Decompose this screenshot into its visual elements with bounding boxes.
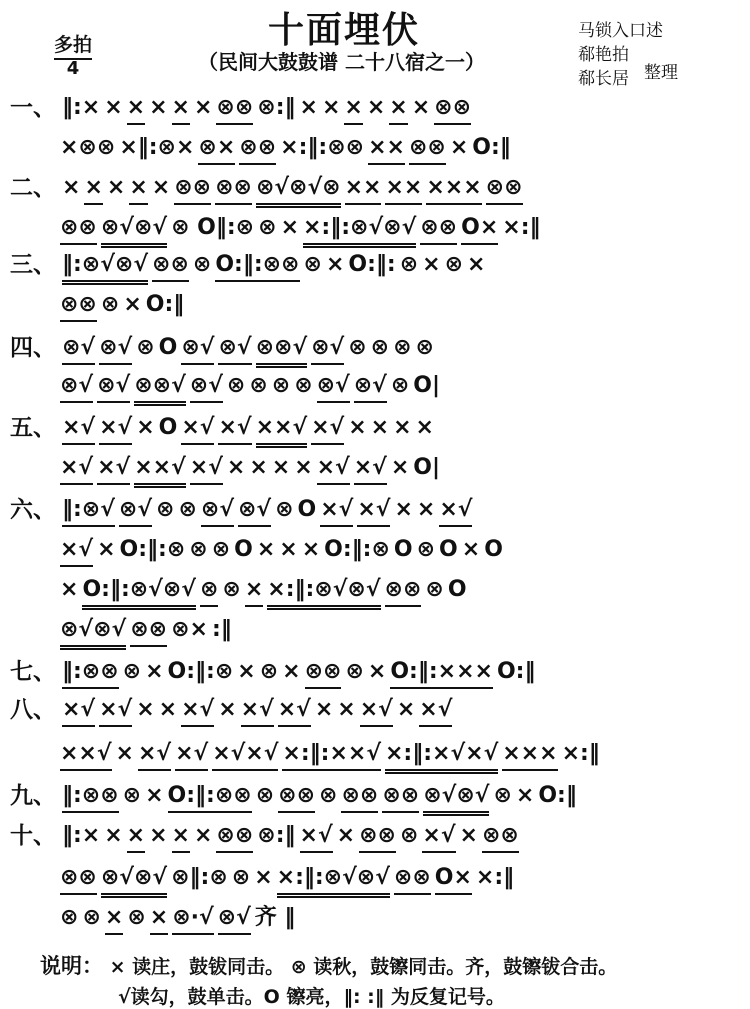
beat-group: ×	[299, 95, 318, 120]
meter-bottom: 4	[66, 58, 80, 79]
section-label-3: 三、	[10, 252, 56, 278]
beat-group: ⊗	[189, 537, 208, 562]
beat-group: ⊗	[249, 373, 268, 398]
section-label-2: 二、	[10, 175, 56, 201]
beat-group: ×	[411, 95, 431, 120]
beat-group: ⊗⊗	[174, 173, 211, 205]
beat-group: ⊗⊗	[482, 821, 519, 853]
score-line	[60, 610, 236, 650]
beat-group: ×	[249, 455, 268, 480]
beat-group: ⊗	[255, 783, 275, 808]
beat-group: ⊗√	[60, 371, 93, 403]
beat-group: O:‖:⊗⊗	[168, 781, 252, 813]
beat-group: O:‖:⊗	[167, 659, 234, 684]
section-label-10: 十、	[10, 823, 56, 849]
beat-group: ×	[105, 903, 123, 935]
beat-group: O	[297, 497, 317, 522]
score-line	[60, 128, 515, 168]
beat-group: ×⊗⊗	[60, 135, 116, 160]
beat-group: ×	[515, 783, 535, 808]
beat-group: ×	[84, 173, 102, 205]
score-line	[62, 776, 581, 816]
beat-group: ⊗×	[198, 133, 235, 165]
beat-group: ×:‖:××√	[282, 739, 381, 771]
beat-group: O:‖	[496, 659, 536, 684]
legend-text-2: √读勾，鼓单击。O 镲亮，‖: :‖ 为反复记号。	[118, 986, 505, 1008]
beat-group: ×	[127, 93, 145, 125]
score-line	[62, 408, 438, 448]
beat-group: ×	[301, 537, 321, 562]
beat-group: ⊗	[390, 373, 410, 398]
beat-group: ⊗	[399, 823, 419, 848]
beat-group: ⊗	[399, 252, 419, 277]
beat-group: ×√	[97, 453, 130, 485]
beat-group: ×√	[422, 821, 455, 853]
beat-group: ×√	[218, 413, 251, 445]
beat-group: ⊗	[122, 659, 142, 684]
beat-group: ⊗	[156, 497, 175, 522]
beat-group: ×	[280, 215, 299, 240]
beat-group: ×√	[278, 695, 311, 727]
beat-group: ×	[62, 175, 81, 200]
beat-group: ⊗⊗	[60, 863, 97, 895]
beat-group: ⊗	[259, 659, 279, 684]
beat-group: ⊗	[294, 373, 313, 398]
beat-group: ×	[321, 95, 341, 120]
beat-group: ⊗√	[218, 903, 251, 935]
beat-group: ⊗⊗	[305, 657, 342, 689]
beat-group: ×	[226, 455, 246, 480]
beat-group: ⊗⊗	[420, 213, 457, 245]
beat-group: ⊗	[60, 905, 79, 930]
beat-group: ×	[218, 697, 237, 722]
score-line	[60, 858, 518, 898]
score-line	[60, 570, 471, 610]
beat-group: ×	[415, 415, 434, 440]
beat-group: ⊗⊗	[216, 93, 253, 125]
beat-group: 齐 ‖	[254, 905, 296, 930]
beat-group: ⊗	[303, 252, 322, 277]
beat-group: ⊗⊗	[130, 615, 167, 647]
credit-editor: 郗长居	[578, 69, 629, 89]
beat-group: ×√	[175, 739, 208, 771]
beat-group: ×	[370, 415, 390, 440]
score-title: 十面埋伏	[268, 9, 421, 51]
beat-group: ⊗	[178, 497, 197, 522]
beat-group: ×	[145, 783, 164, 808]
beat-group: ×	[348, 415, 367, 440]
beat-group: ×	[366, 95, 386, 120]
beat-group: ×:‖	[502, 215, 541, 240]
beat-group: ⊗√	[238, 495, 271, 527]
beat-group: ×	[336, 823, 356, 848]
score-line	[62, 88, 475, 128]
beat-group: ⊗	[200, 575, 218, 607]
beat-group: O:‖:⊗	[119, 537, 186, 562]
score-line	[60, 208, 545, 248]
beat-group: ⊗	[127, 905, 146, 930]
beat-group: ×	[254, 865, 273, 890]
beat-group: ××	[385, 173, 422, 205]
beat-group: O×	[435, 863, 472, 895]
beat-group: ⊗√	[317, 371, 350, 403]
beat-group: ⊗:‖	[257, 823, 296, 848]
beat-group: ×	[123, 292, 142, 317]
legend-label: 说明：	[40, 954, 103, 978]
beat-group: ×	[271, 455, 291, 480]
beat-group: ×:‖:⊗√⊗√	[267, 575, 380, 610]
score-line	[62, 490, 476, 530]
beat-group: ⊗⊗	[382, 781, 419, 813]
beat-group: ⊗√	[97, 371, 130, 403]
legend-text: × 读庄，鼓钹同击。 ⊗ 读秋，鼓镲同击。齐，鼓镲钹合击。	[109, 956, 618, 978]
beat-group: ×√	[419, 695, 452, 727]
beat-group: ×	[279, 537, 298, 562]
beat-group: ×√	[357, 495, 390, 527]
beat-group: ×	[158, 697, 178, 722]
score-line	[60, 285, 188, 325]
beat-group: ⊗⊗	[278, 781, 315, 813]
beat-group: ×	[461, 537, 481, 562]
beat-group: ×	[149, 823, 168, 848]
beat-group: ×√	[311, 413, 344, 445]
beat-group: ⊗√	[190, 371, 223, 403]
beat-group: ‖:×	[62, 95, 101, 120]
beat-group: ⊗	[231, 865, 251, 890]
beat-group: ×	[325, 252, 345, 277]
beat-group: ×	[172, 93, 190, 125]
beat-group: ××√	[256, 413, 308, 448]
beat-group: O	[447, 577, 467, 602]
beat-group: ⊗	[493, 783, 512, 808]
beat-group: ×	[416, 497, 436, 522]
beat-group: O:‖	[145, 292, 185, 317]
beat-group: ×√×√	[212, 739, 278, 771]
beat-group: ×	[150, 903, 168, 935]
beat-group: ⊗	[370, 335, 390, 360]
beat-group: ⊗√	[119, 495, 152, 527]
beat-group: ⊗⊗	[409, 133, 446, 165]
beat-group: ×	[149, 95, 168, 120]
beat-group: O:‖	[472, 135, 511, 160]
score-subtitle: （民间大鼓鼓谱 二十八宿之一）	[198, 50, 485, 74]
beat-group: O|	[413, 373, 441, 398]
score-line	[62, 652, 539, 692]
beat-group: ⊗√⊗√	[423, 781, 489, 816]
beat-group: ⊗ O‖:⊗	[171, 215, 255, 240]
beat-group: ×:‖	[561, 741, 600, 766]
beat-group: O	[439, 537, 458, 562]
beat-group: ×:‖:⊗√⊗√	[277, 863, 390, 898]
beat-group: ×	[467, 252, 486, 277]
beat-group: ⊗√⊗√	[101, 213, 167, 248]
beat-group: O:‖:×××	[390, 657, 493, 689]
score-line	[62, 816, 523, 856]
beat-group: ⊗⊗	[359, 821, 396, 853]
beat-group: ×√	[439, 495, 472, 527]
beat-group: ×	[390, 455, 410, 480]
beat-group: ×	[97, 537, 116, 562]
beat-group: ⊗	[393, 335, 412, 360]
beat-group: O:‖	[538, 783, 577, 808]
beat-group: ⊗⊗	[434, 93, 471, 125]
beat-group: ⊗	[348, 335, 367, 360]
beat-group: ⊗	[226, 373, 246, 398]
beat-group: ⊗	[122, 783, 142, 808]
section-label-6: 六、	[10, 497, 56, 523]
beat-group: ⊗	[258, 215, 277, 240]
beat-group: ⊗	[415, 335, 434, 360]
beat-group: ⊗⊗	[341, 781, 378, 813]
beat-group: ×√	[317, 453, 350, 485]
beat-group: ⊗√⊗√⊗	[256, 173, 341, 208]
beat-group: ⊗√	[181, 333, 214, 365]
meter-marking	[48, 30, 98, 78]
beat-group: ×	[256, 537, 276, 562]
section-label-1: 一、	[10, 95, 56, 121]
beat-group: ××√	[60, 739, 112, 771]
legend	[40, 950, 617, 980]
beat-group: O:‖:⊗	[324, 537, 390, 562]
beat-group: ×	[294, 455, 313, 480]
beat-group: ⊗√⊗√	[60, 615, 126, 650]
beat-group: ⊗	[136, 335, 155, 360]
beat-group: ⊗√	[218, 333, 251, 365]
beat-group: ×√	[181, 413, 214, 445]
beat-group: ⊗⊗	[239, 133, 276, 165]
section-label-7: 七、	[10, 659, 56, 685]
beat-group: ⊗⊗	[216, 821, 253, 853]
beat-group: ⊗	[345, 659, 364, 684]
beat-group: ⊗	[416, 537, 436, 562]
beat-group: ×	[104, 823, 123, 848]
section-label-8: 八、	[10, 697, 56, 723]
beat-group: ×	[193, 95, 213, 120]
beat-group: ‖:×	[62, 823, 101, 848]
beat-group: ×:‖:⊗⊗	[280, 135, 365, 160]
section-label-5: 五、	[10, 415, 56, 441]
score-line	[62, 690, 456, 730]
beat-group: O×	[461, 213, 498, 245]
score-line	[62, 328, 438, 368]
beat-group: ⊗√	[99, 333, 132, 365]
beat-group: ×	[449, 135, 469, 160]
beat-group: ⊗⊗	[215, 173, 252, 205]
beat-group: ×√	[320, 495, 353, 527]
beat-group: ×√	[354, 453, 387, 485]
beat-group: ×√	[360, 695, 393, 727]
beat-group: O:‖:⊗√⊗√	[82, 575, 196, 610]
beat-group: ×	[394, 497, 413, 522]
beat-group: ×	[115, 741, 134, 766]
beat-group: ×	[136, 415, 155, 440]
meter-top: 多拍	[53, 34, 92, 56]
beat-group: ×:‖:×√×√	[385, 739, 498, 774]
beat-group: ×‖:⊗×	[119, 135, 195, 160]
beat-group: ⊗	[82, 905, 101, 930]
beat-group: ×	[337, 697, 356, 722]
beat-group: ⊗⊗	[60, 290, 97, 322]
score-line	[62, 245, 489, 285]
beat-group: ×	[282, 659, 301, 684]
beat-group: O:‖:⊗⊗	[215, 250, 299, 282]
beat-group: ⊗⊗	[60, 213, 97, 245]
beat-group: ×	[136, 697, 155, 722]
beat-group: ×√	[62, 413, 95, 445]
beat-group: ×××	[426, 173, 481, 205]
beat-group: ××	[345, 173, 382, 205]
beat-group: ×:‖	[475, 865, 515, 890]
beat-group: ×	[172, 821, 190, 853]
beat-group: ×	[344, 93, 362, 125]
beat-group: ×√	[99, 413, 132, 445]
beat-group: ×	[104, 95, 123, 120]
beat-group: ⊗	[425, 577, 444, 602]
beat-group: ⊗⊗	[385, 575, 422, 607]
score-line	[62, 168, 527, 208]
beat-group: ⊗√	[354, 371, 387, 403]
credit-notator: 郗艳拍	[578, 45, 629, 65]
beat-group: ⊗	[275, 497, 294, 522]
beat-group: ×	[367, 659, 387, 684]
beat-group: ×	[127, 821, 145, 853]
beat-group: ⊗	[444, 252, 463, 277]
beat-group: ×××	[502, 739, 557, 771]
beat-group: ‖:⊗√	[62, 495, 115, 527]
section-label-4: 四、	[10, 335, 56, 361]
credit-narrator: 马锁入口述	[578, 21, 663, 41]
beat-group: ×:‖:⊗√⊗√	[303, 213, 416, 248]
beat-group: ⊗√	[201, 495, 234, 527]
section-label-9: 九、	[10, 783, 56, 809]
beat-group: ×√	[62, 695, 95, 727]
beat-group: ×√	[300, 821, 333, 853]
beat-group: O	[158, 335, 178, 360]
beat-group: O:‖:	[348, 252, 396, 277]
beat-group: ×	[389, 93, 407, 125]
beat-group: ⊗	[100, 292, 120, 317]
beat-group: :‖	[211, 617, 232, 642]
beat-group: ⊗×	[171, 617, 208, 642]
beat-group: ×	[459, 823, 478, 848]
beat-group: O	[158, 415, 178, 440]
beat-group: ×	[193, 823, 213, 848]
beat-group: ⊗√	[62, 333, 95, 365]
beat-group: ‖:⊗√⊗√	[62, 250, 148, 285]
beat-group: ⊗:‖	[257, 95, 296, 120]
beat-group: ⊗	[222, 577, 241, 602]
beat-group: ×	[129, 173, 147, 205]
beat-group: ×√	[138, 739, 171, 771]
beat-group: ××√	[134, 453, 186, 488]
beat-group: ×	[60, 577, 79, 602]
beat-group: ×	[422, 252, 441, 277]
beat-group: ×√	[181, 695, 214, 727]
beat-group: ×√	[241, 695, 274, 727]
beat-group: ⊗	[319, 783, 338, 808]
score-line	[60, 366, 444, 406]
beat-group: ×√	[60, 453, 93, 485]
beat-group: ‖:⊗⊗	[62, 781, 119, 813]
score-line	[60, 530, 507, 570]
beat-group: ‖:⊗⊗	[62, 657, 119, 689]
beat-group: ×	[106, 175, 126, 200]
beat-group: ×	[245, 575, 263, 607]
beat-group: ⊗⊗	[486, 173, 523, 205]
beat-group: ×	[151, 175, 171, 200]
beat-group: ⊗·√	[172, 903, 213, 935]
beat-group: ×	[396, 697, 416, 722]
beat-group: ⊗⊗	[152, 250, 189, 282]
beat-group: ⊗	[192, 252, 212, 277]
score-line	[60, 448, 444, 488]
beat-group: ⊗	[211, 537, 231, 562]
beat-group: ⊗√	[311, 333, 344, 365]
beat-group: ×√	[190, 453, 223, 485]
score-line	[60, 734, 604, 774]
beat-group: O|	[413, 455, 441, 480]
score-line	[60, 898, 299, 938]
beat-group: ⊗⊗√	[134, 371, 186, 406]
beat-group: ××	[368, 133, 405, 165]
beat-group: ×	[314, 697, 334, 722]
beat-group: O	[234, 537, 253, 562]
beat-group: O	[484, 537, 503, 562]
beat-group: ⊗√⊗√	[101, 863, 167, 898]
credit-role: 整理	[644, 63, 678, 83]
beat-group: ⊗‖:⊗	[171, 865, 228, 890]
beat-group: ×√	[60, 535, 93, 567]
beat-group: ⊗⊗√	[256, 333, 308, 368]
beat-group: ×	[393, 415, 412, 440]
beat-group: ×√	[99, 695, 132, 727]
beat-group: ⊗	[271, 373, 291, 398]
beat-group: ×	[237, 659, 256, 684]
beat-group: ×	[145, 659, 164, 684]
beat-group: ⊗⊗	[394, 863, 431, 895]
beat-group: O	[393, 537, 413, 562]
